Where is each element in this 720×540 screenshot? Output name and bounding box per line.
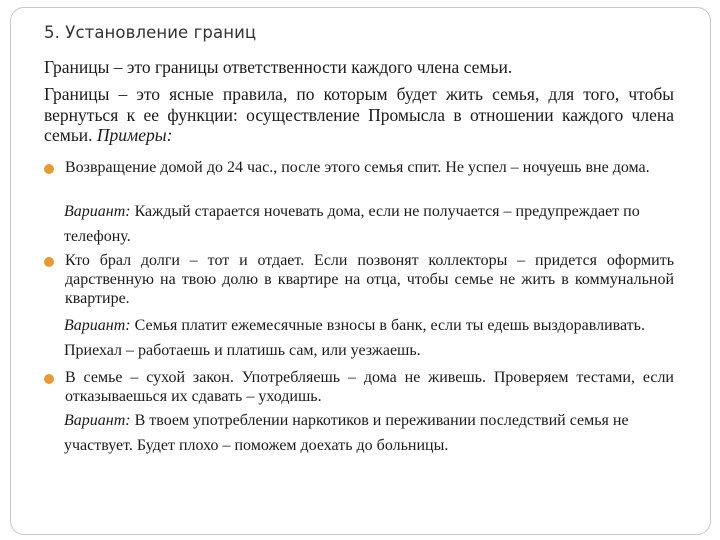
list-item-text: В семье – сухой закон. Употребляешь – дома не живешь. Проверяем тестами, если отказываешься их сдавать – уходишь.	[65, 369, 674, 405]
list-item-text: Кто брал долги – тот и отдает. Если позвонят коллекторы – придется оформить дарственную на твою долю в квартире на отца, чтобы семье не жить в коммунальной квартире.	[65, 252, 674, 307]
variant-text: Каждый старается ночевать дома, если не получается – предупреждает по телефону.	[64, 203, 640, 245]
variant-note	[64, 314, 674, 363]
list-item	[44, 251, 674, 308]
list-item-text: Возвращение домой до 24 час., после этого семья спит. Не успел – ночуешь вне дома.	[65, 159, 650, 176]
variant-text: Семья платит ежемесячные взносы в банк, если ты едешь выздоравливать. Приехал – работаешь и платишь сам, или уезжаешь.	[64, 317, 645, 359]
paragraph-2-text: Границы – это ясные правила, по которым будет жить семья, для того, чтобы вернуться к ее функции: осуществление Промысла в отношении каждого члена семьи.	[44, 84, 674, 145]
variant-label: Вариант:	[64, 412, 131, 429]
definition-paragraph-2	[44, 84, 674, 146]
bullet-dot-icon	[44, 164, 54, 174]
variant-text: В твоем употреблении наркотиков и переживании последствий семья не участвует. Будет плохо – поможем доехать до больницы.	[64, 412, 629, 454]
bullet-dot-icon	[44, 257, 54, 267]
variant-note	[64, 200, 674, 249]
variant-note	[64, 409, 674, 458]
list-item	[44, 368, 674, 406]
bullet-dot-icon	[44, 374, 54, 384]
variant-label: Вариант:	[64, 203, 131, 220]
examples-label: Примеры:	[96, 125, 173, 145]
list-item	[44, 158, 674, 177]
slide-title: 5. Установление границ	[44, 23, 257, 42]
definition-paragraph-1: Границы – это границы ответственности каждого члена семьи.	[44, 57, 513, 77]
variant-label: Вариант:	[64, 317, 131, 334]
